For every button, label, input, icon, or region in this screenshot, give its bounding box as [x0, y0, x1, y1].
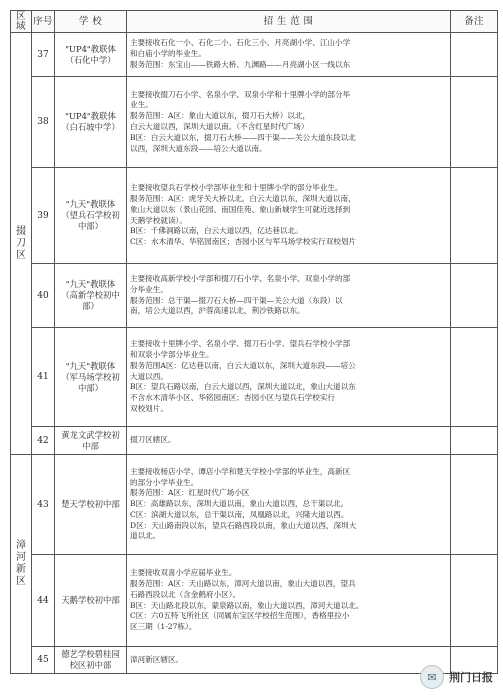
enrollment-scope: 主要接收望兵石学校小学部毕业生和十里牌小学的部分毕业生。 服务范围：A区：虎牙关大桥以北，白云大道以东，深圳大道以南， 象山大道以东（景山花园、南国佳苑、象山新城学生可就近选择到 天鹅学校就读）。 B区：千佛洞路以南，白云大道以西，亿达巷以北。 C区：水木清华、华铭园南区；杏园小区与军马场学校实行双校划片	[127, 168, 451, 264]
enrollment-scope: 掇刀区辖区。	[127, 427, 451, 455]
school-name: 天鹅学校初中部	[55, 555, 127, 647]
row-number: 42	[32, 427, 55, 455]
school-name: 黄龙文武学校初中部	[55, 427, 127, 455]
enrollment-scope: 主要接收高新学校小学部和掇刀石小学、名泉小学、双泉小学的部 分毕业生。 服务范围：总干渠—掇刀石大桥—四干渠—关公大道（东段）以 南，培公大道以西，沪蓉高速以北，荆沙铁路以东。	[127, 264, 451, 328]
school-name: "九天"教联体（望兵石学校初中部）	[55, 168, 127, 264]
enrollment-scope: 主要接收杨店小学、谭店小学和楚天学校小学部的毕业生，高新区 的部分小学毕业生。 服务范围：A区：红星时代广场小区 B区：高雄路以东，深圳大道以南，象山大道以西，总干渠以北。 C区：滨湖大道以东，总干渠以南，凤凰路以北，兴隆大道以西。 D区：天山路南段以东，望兵石路西段以南，象山大道以西，深圳大 道以北。	[127, 455, 451, 555]
table-row	[11, 77, 498, 168]
school-name: 楚天学校初中部	[55, 455, 127, 555]
enrollment-scope: 漳河新区辖区。	[127, 647, 451, 674]
district-cell-duodao: 掇刀区	[11, 33, 32, 455]
row-number: 41	[32, 328, 55, 427]
note-cell	[451, 264, 498, 328]
note-cell	[451, 33, 498, 77]
table-row	[11, 264, 498, 328]
row-number: 45	[32, 647, 55, 674]
school-name: "九天"教联体（高新学校初中部）	[55, 264, 127, 328]
table-row	[11, 455, 498, 555]
table-row	[11, 33, 498, 77]
row-number: 37	[32, 33, 55, 77]
source-watermark	[420, 665, 493, 689]
table-row	[11, 328, 498, 427]
enrollment-scope: 主要接收石化一小、石化二小、石化三小、月亮湖小学、江山小学 和白庙小学的毕业生。 服务范围：东宝山——铁路大桥、九渊路——月亮湖小区一线以东	[127, 33, 451, 77]
note-cell	[451, 455, 498, 555]
school-name: 德艺学校碧桂园校区初中部	[55, 647, 127, 674]
row-number: 43	[32, 455, 55, 555]
header-district: 区域	[11, 11, 32, 33]
row-number: 38	[32, 77, 55, 168]
enrollment-scope: 主要接收掇刀石小学、名泉小学、双泉小学和十里牌小学的部分毕 业生。 服务范围：A区：象山大道以东，掇刀石大桥）以北， 白云大道以西，深圳大道以南。（不含红星时代广场） B区：白云大道以东，掇刀石大桥——四干渠——关公大道东段以北 以西，深圳大道东段——培公大道以南。	[127, 77, 451, 168]
school-name: "九天"教联体（军马场学校初中部）	[55, 328, 127, 427]
table-header-row	[11, 11, 498, 33]
row-number: 39	[32, 168, 55, 264]
enrollment-scope: 主要接收双喜小学应届毕业生。 服务范围：A区：天山路以东，漳河大道以南，象山大道以西，望兵 石路西段以北（含金鹤府小区）。 B区：天山路北段以东，蒙泉路以南，象山大道以西，漳河大道以北。 C区：六0五特飞所社区（同属东宝区学校招生范围），香格里拉小 区三期（1-27栋）。	[127, 555, 451, 647]
watermark-text: 荆门日报	[449, 671, 493, 684]
note-cell	[451, 427, 498, 455]
district-cell-zhanghe: 漳河新区	[11, 455, 32, 674]
table-row	[11, 168, 498, 264]
row-number: 40	[32, 264, 55, 328]
note-cell	[451, 168, 498, 264]
header-scope: 招 生 范 围	[127, 11, 451, 33]
row-number: 44	[32, 555, 55, 647]
enrollment-table-sheet	[10, 10, 497, 674]
header-number: 序号	[32, 11, 55, 33]
note-cell	[451, 555, 498, 647]
enrollment-table	[10, 10, 498, 674]
table-row	[11, 555, 498, 647]
school-name: "UP4"教联体（白石坡中学）	[55, 77, 127, 168]
table-row	[11, 427, 498, 455]
header-note: 备注	[451, 11, 498, 33]
wechat-account-icon: ✉	[420, 665, 444, 689]
enrollment-scope: 主要接收十里牌小学、名泉小学、掇刀石小学、望兵石学校小学部 和双泉小学部分毕业生。 服务范围A区：亿达巷以南，白云大道以东，深圳大道东段——培公 大道以西。 B区：望兵石路以南，白云大道以西，深圳大道以北，象山大道以东 不含水木清华小区、华铭园南区；杏园小区与望兵石学校实行 双校划片。	[127, 328, 451, 427]
school-name: "UP4"教联体（石化中学）	[55, 33, 127, 77]
note-cell	[451, 77, 498, 168]
header-school: 学 校	[55, 11, 127, 33]
note-cell	[451, 328, 498, 427]
